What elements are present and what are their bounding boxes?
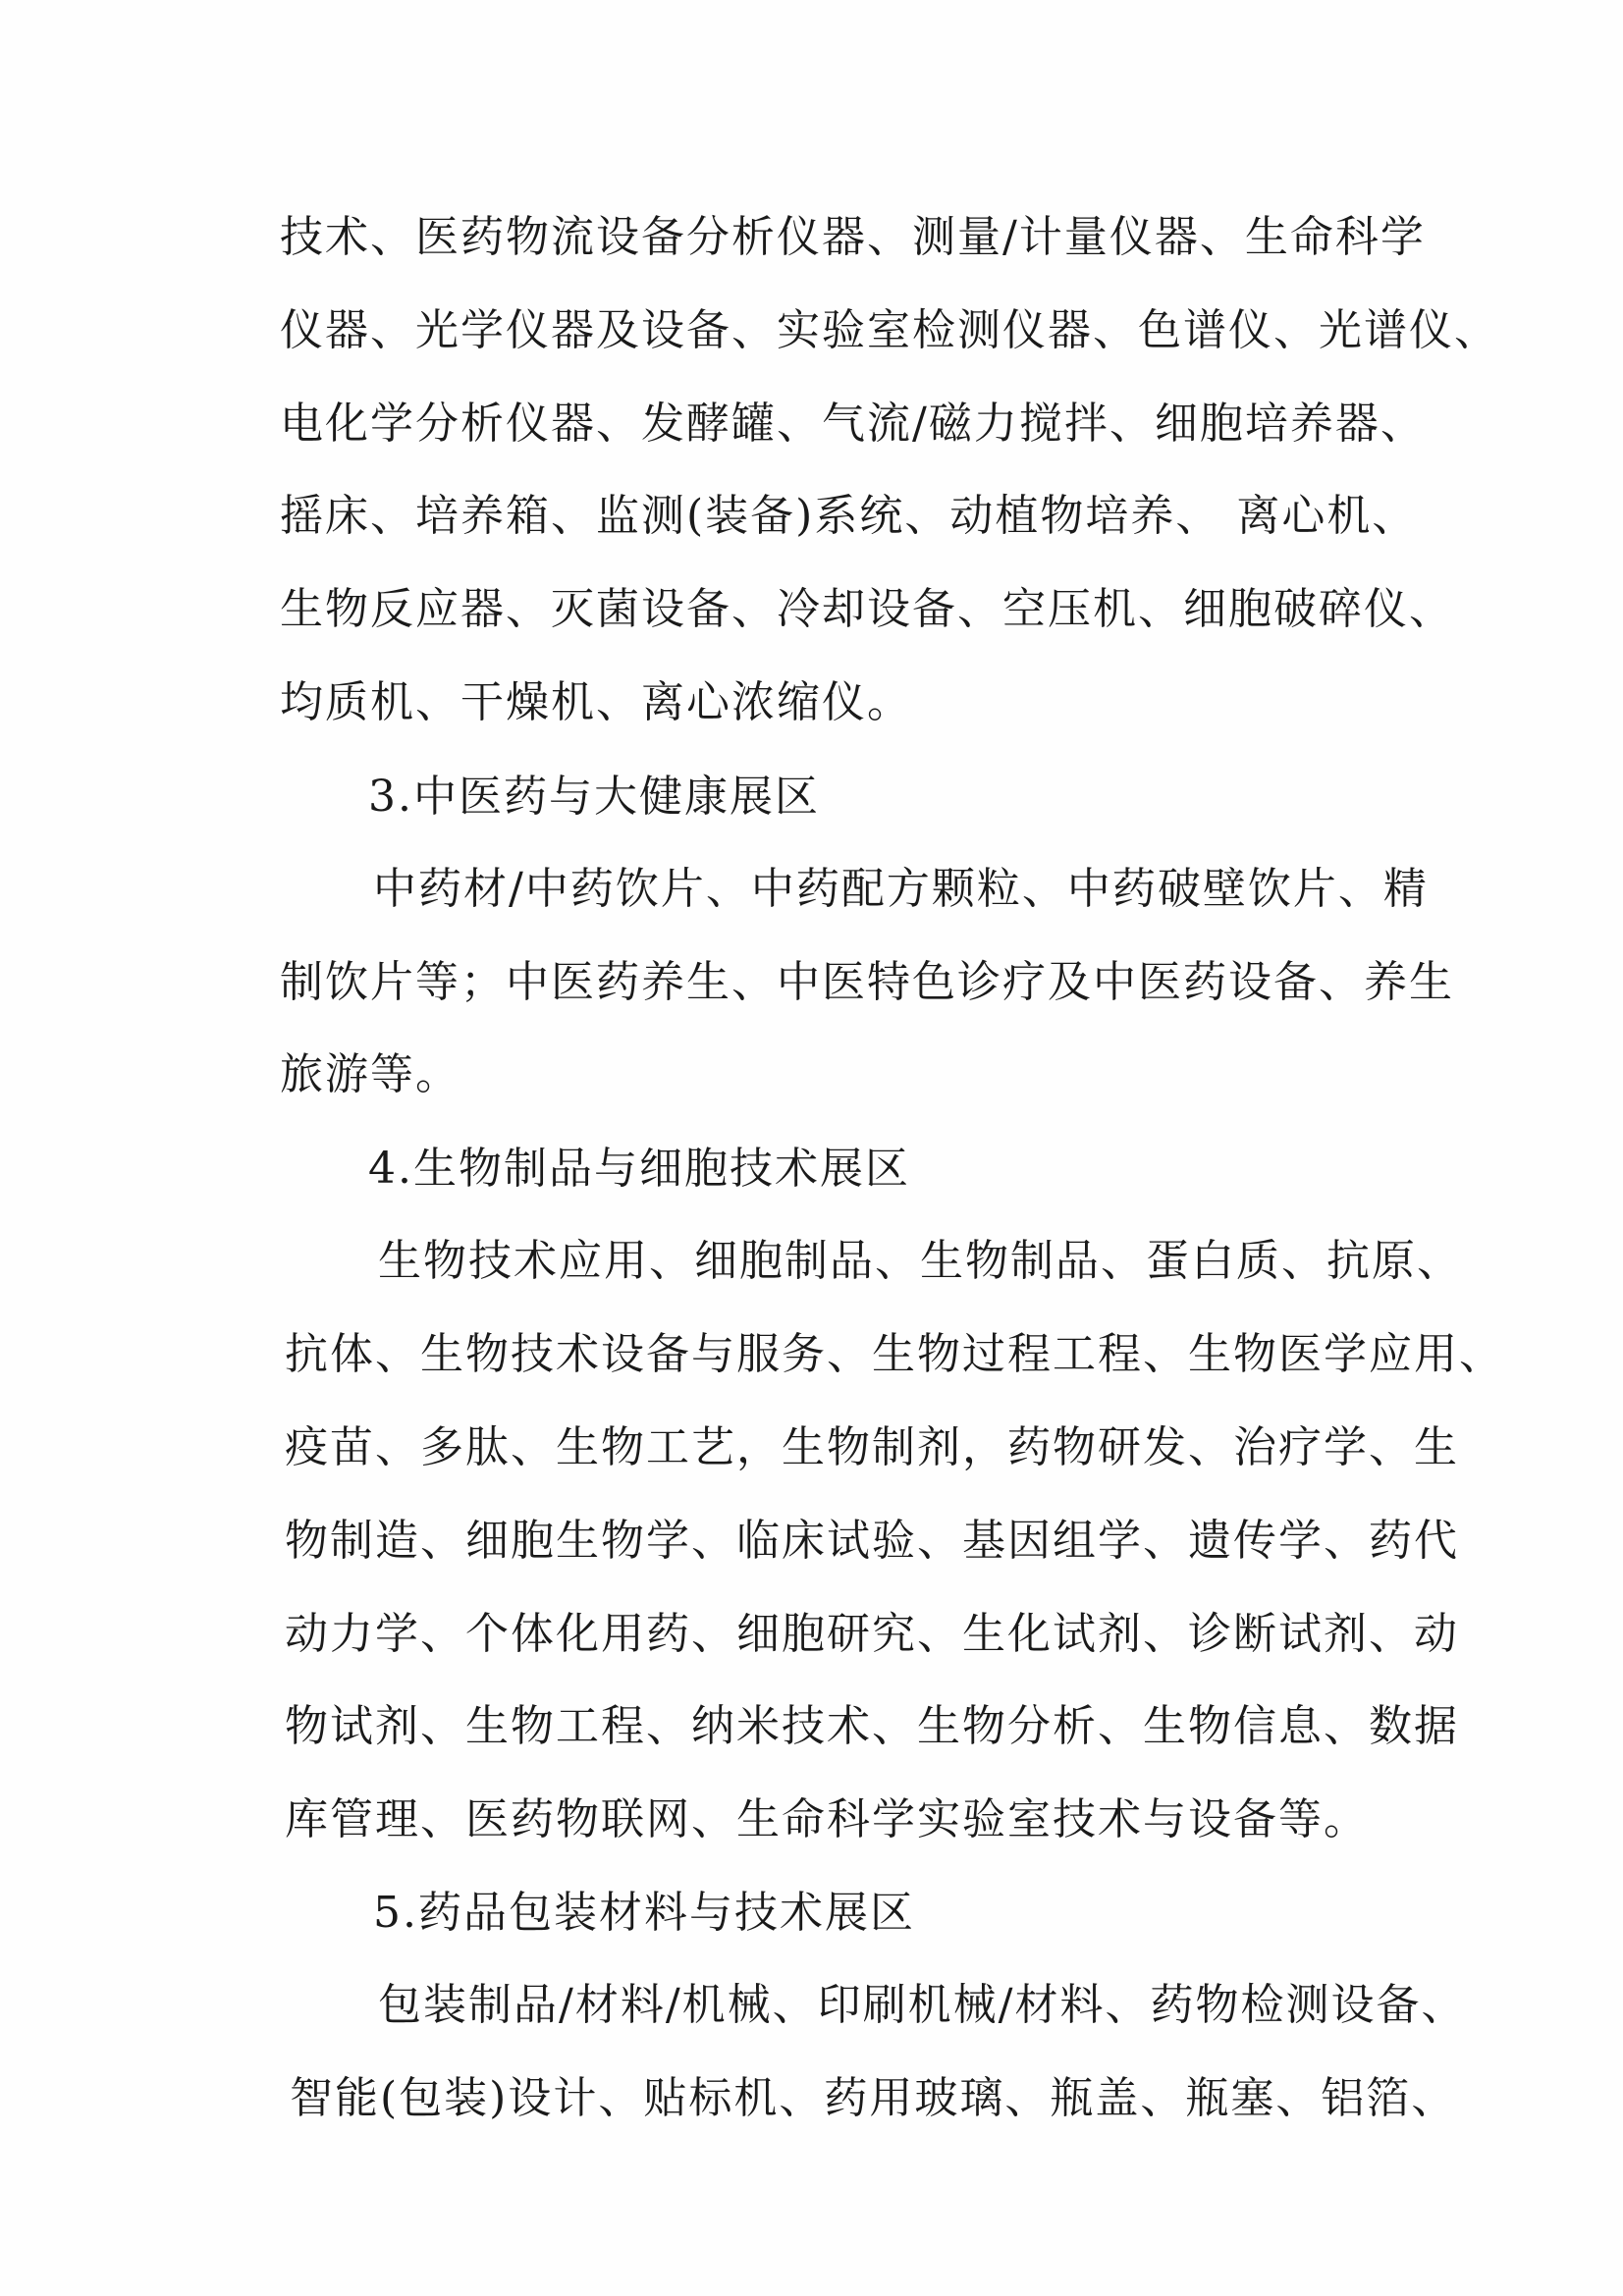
body-line: 包装制品/材料/机械、印刷机械/材料、药物检测设备、 [378, 1980, 1467, 2030]
body-line: 智能(包装)设计、贴标机、药用玻璃、瓶盖、瓶塞、铝箔、 [290, 2073, 1457, 2123]
body-line: 抗体、生物技术设备与服务、生物过程工程、生物医学应用、 [285, 1329, 1504, 1379]
body-line: 摇床、培养箱、监测(装备)系统、动植物培养、 离心机、 [280, 491, 1418, 541]
body-line: 生物技术应用、细胞制品、生物制品、蛋白质、抗原、 [378, 1236, 1462, 1286]
body-line: 库管理、医药物联网、生命科学实验室技术与设备等。 [285, 1794, 1369, 1844]
body-line: 生物反应器、灭菌设备、冷却设备、空压机、细胞破碎仪、 [280, 584, 1454, 634]
body-line: 均质机、干燥机、离心浓缩仪。 [280, 677, 912, 727]
body-line: 制饮片等；中医药养生、中医特色诊疗及中医药设备、养生 [280, 957, 1454, 1007]
body-line: 中药材/中药饮片、中药配方颗粒、中药破壁饮片、精 [373, 864, 1429, 914]
section-heading: 5.药品包装材料与技术展区 [373, 1888, 915, 1938]
body-line: 技术、医药物流设备分析仪器、测量/计量仪器、生命科学 [280, 212, 1426, 262]
body-line: 动力学、个体化用药、细胞研究、生化试剂、诊断试剂、动 [285, 1609, 1459, 1659]
body-line: 旅游等。 [280, 1049, 460, 1099]
body-line: 物制造、细胞生物学、临床试验、基因组学、遗传学、药代 [285, 1516, 1459, 1566]
body-line: 物试剂、生物工程、纳米技术、生物分析、生物信息、数据 [285, 1701, 1459, 1751]
body-line: 疫苗、多肽、生物工艺，生物制剂，药物研发、治疗学、生 [285, 1422, 1459, 1472]
body-line: 仪器、光学仪器及设备、实验室检测仪器、色谱仪、光谱仪、 [280, 305, 1499, 355]
body-line: 电化学分析仪器、发酵罐、气流/磁力搅拌、细胞培养器、 [280, 399, 1426, 449]
section-heading: 3.中医药与大健康展区 [368, 772, 820, 822]
section-heading: 4.生物制品与细胞技术展区 [368, 1144, 910, 1194]
